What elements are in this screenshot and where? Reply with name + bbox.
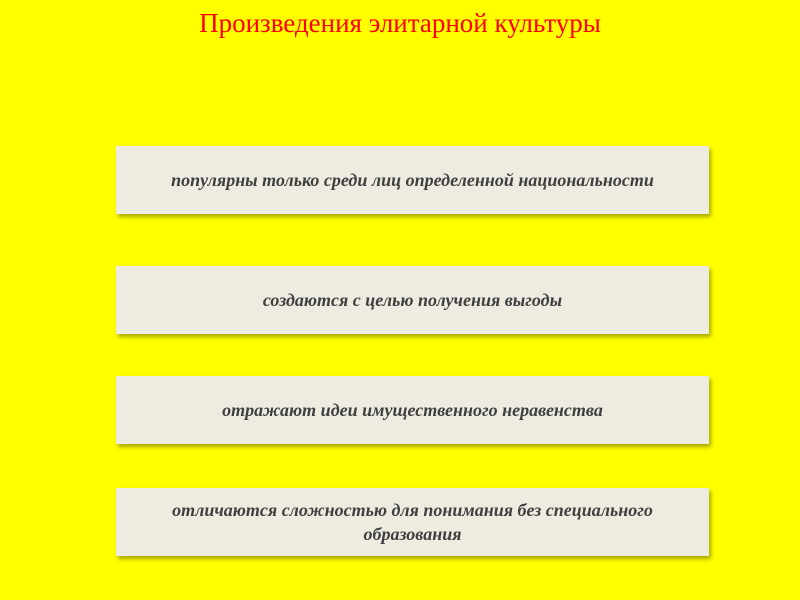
answer-option-1[interactable] [116,146,709,214]
answer-option-1-text: популярны только среди лиц определенной национальности [171,170,654,190]
slide-title: Произведения элитарной культуры [199,8,601,38]
answer-option-2-text: создаются с целью получения выгоды [262,290,563,310]
answer-option-3-text: отражают идеи имущественного неравенства [222,400,603,420]
answer-option-4-text: отличаются сложностью для понимания без специального образования [172,500,653,544]
answer-option-3[interactable] [116,376,709,444]
answer-option-2[interactable] [116,266,709,334]
answer-option-4[interactable] [116,488,709,556]
